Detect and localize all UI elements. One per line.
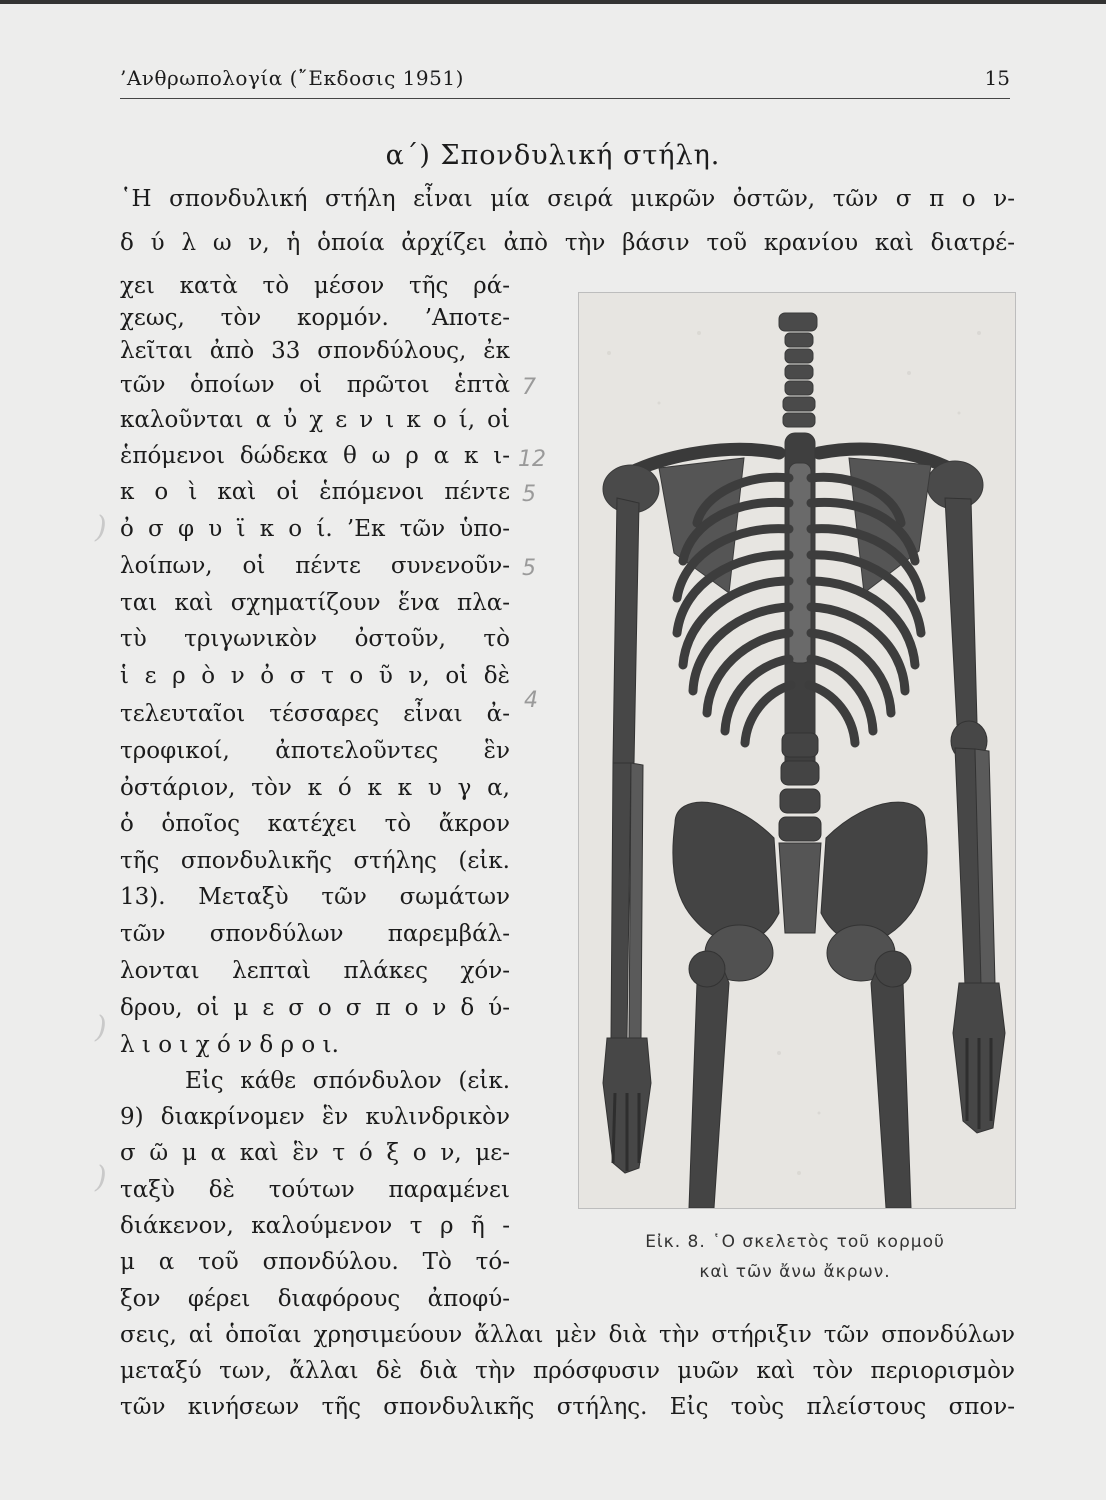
text-line: μεταξύ των, ἄλλαι δὲ διὰ τὴν πρόσφυσιν μυῶν καὶ τὸν περιορισμὸν xyxy=(120,1358,1015,1384)
handwritten-note: 12 xyxy=(518,447,546,472)
handwritten-note: 5 xyxy=(522,556,536,581)
skeleton-illustration xyxy=(579,293,1015,1208)
text-line: τῶν κινήσεων τῆς σπονδυλικῆς στήλης. Εἰς τοὺς πλείστους σπον- xyxy=(120,1394,1015,1420)
text-line: τελευταῖοι τέσσαρες εἶναι ἀ- xyxy=(120,701,510,727)
text-line: δρου, οἱ μ ε σ ο σ π ο ν δ ύ- xyxy=(120,995,510,1021)
text-line: ταξὺ δὲ τούτων παραμένει xyxy=(120,1177,510,1203)
text-line: τῶν ὁποίων οἱ πρῶτοι ἑπτὰ xyxy=(120,372,510,398)
text-line: Εἰς κάθε σπόνδυλον (εἰκ. xyxy=(185,1068,510,1094)
text-line: ξον φέρει διαφόρους ἀποφύ- xyxy=(120,1286,510,1312)
text-line: δ ύ λ ω ν, ἡ ὁποία ἀρχίζει ἀπὸ τὴν βάσιν τοῦ κρανίου καὶ διατρέ- xyxy=(120,230,1015,256)
text-line: κ ο ὶ καὶ οἱ ἑπόμενοι πέντε xyxy=(120,479,510,505)
skeleton-figure xyxy=(578,292,1016,1209)
handwritten-note: 7 xyxy=(522,375,536,400)
text-line: λοίπων, οἱ πέντε συνενοῦν- xyxy=(120,553,510,579)
text-line: ῾Η σπονδυλική στήλη εἶναι μία σειρά μικρῶν ὀστῶν, τῶν σ π ο ν- xyxy=(120,186,1015,212)
running-header xyxy=(120,62,1010,99)
figure-caption-line: Εἰκ. 8. ῾Ο σκελετὸς τοῦ κορμοῦ xyxy=(645,1232,945,1252)
text-line: σ ῶ μ α καὶ ἓν τ ό ξ ο ν, με- xyxy=(120,1140,510,1166)
text-line: σεις, αἱ ὁποῖαι χρησιμεύουν ἄλλαι μὲν διὰ τὴν στήριξιν τῶν σπονδύλων xyxy=(120,1322,1015,1348)
running-title: ’Ανθρωπολογία (῎Εκδοσις 1951) xyxy=(120,66,464,90)
text-line: ὀ σ φ υ ϊ κ ο ί. ’Εκ τῶν ὑπο- xyxy=(120,516,510,542)
handwritten-note: 4 xyxy=(524,688,538,713)
figure-caption-line: καὶ τῶν ἄνω ἄκρων. xyxy=(699,1262,891,1282)
text-line: ται καὶ σχηματίζουν ἕνα πλα- xyxy=(120,590,510,616)
text-line: τῆς σπονδυλικῆς στήλης (εἰκ. xyxy=(120,848,510,874)
text-line: λ ι ο ι χ ό ν δ ρ ο ι. xyxy=(120,1032,339,1058)
pencil-mark: ) xyxy=(95,510,107,545)
text-line: τὺ τριγωνικὸν ὀστοῦν, τὸ xyxy=(120,626,510,652)
text-line: 13). Μεταξὺ τῶν σωμάτων xyxy=(120,884,510,910)
text-line: ὀστάριον, τὸν κ ό κ κ υ γ α, xyxy=(120,775,510,801)
handwritten-note: 5 xyxy=(522,482,536,507)
section-title: α΄) Σπονδυλική στήλη. xyxy=(385,140,721,171)
text-line: διάκενον, καλούμενον τ ρ ῆ - xyxy=(120,1213,510,1239)
top-border xyxy=(0,0,1106,4)
pencil-mark: ) xyxy=(95,1160,107,1195)
text-line: μ α τοῦ σπονδύλου. Τὸ τό- xyxy=(120,1249,510,1275)
text-line: χει κατὰ τὸ μέσον τῆς ρά- xyxy=(120,273,510,299)
text-line: ἱ ε ρ ὸ ν ὀ σ τ ο ῦ ν, οἱ δὲ xyxy=(120,663,510,689)
text-line: ἑπόμενοι δώδεκα θ ω ρ α κ ι- xyxy=(120,443,510,469)
text-line: τῶν σπονδύλων παρεμβάλ- xyxy=(120,921,510,947)
text-line: ὁ ὁποῖος κατέχει τὸ ἄκρον xyxy=(120,811,510,837)
page-number: 15 xyxy=(984,66,1010,90)
text-line: καλοῦνται α ὐ χ ε ν ι κ ο ί, οἱ xyxy=(120,407,510,433)
text-line: τροφικοί, ἀποτελοῦντες ἓν xyxy=(120,738,510,764)
text-line: χεως, τὸν κορμόν. ’Αποτε- xyxy=(120,305,510,331)
text-line: λονται λεπταὶ πλάκες χόν- xyxy=(120,958,510,984)
pencil-mark: ) xyxy=(95,1010,107,1045)
text-line: 9) διακρίνομεν ἓν κυλινδρικὸν xyxy=(120,1104,510,1130)
text-line: λεῖται ἀπὸ 33 σπονδύλους, ἐκ xyxy=(120,338,510,364)
